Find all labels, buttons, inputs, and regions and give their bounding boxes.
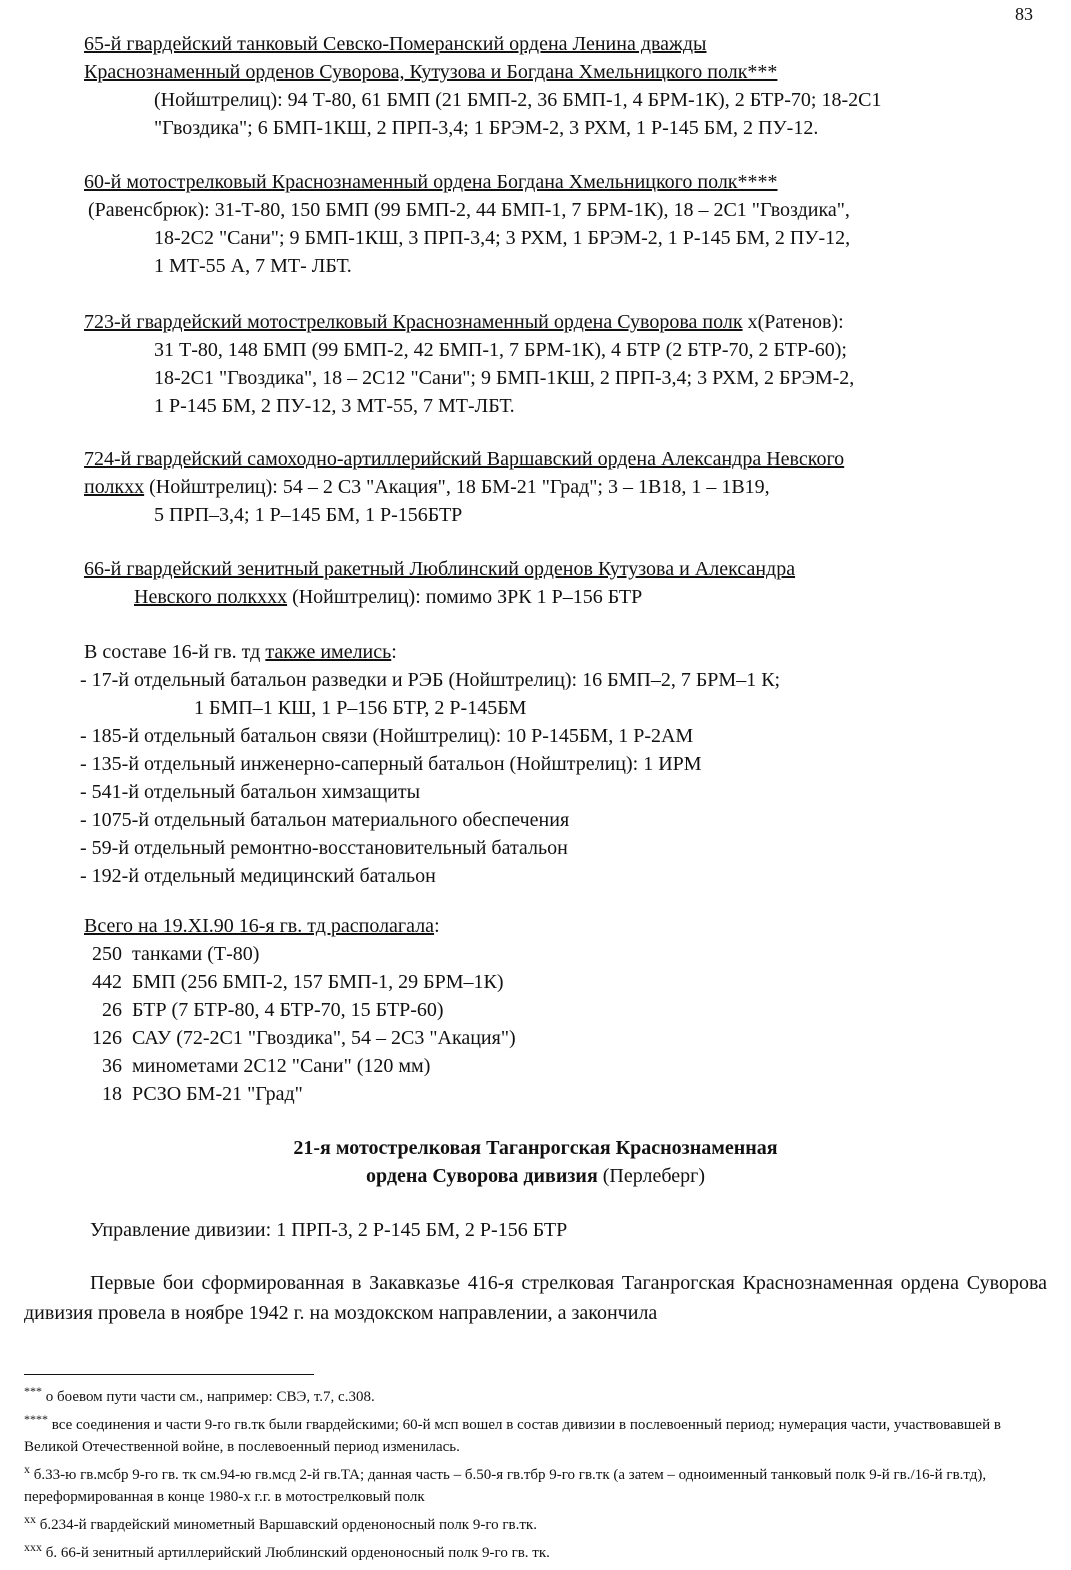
regiment-details: 18-2С2 "Сани"; 9 БМП-1КШ, 3 ПРП-3,4; 3 РХМ, 1 БРЭМ-2, 1 Р-145 БМ, 2 ПУ-12, — [154, 227, 851, 249]
regiment-title: 723-й гвардейский мотострелковый Краснознаменный ордена Суворова полк — [84, 311, 743, 333]
regiment-66-block — [84, 555, 1041, 611]
unit-item: 1 БМП–1 КШ, 1 Р–156 БТР, 2 Р-145БМ — [194, 697, 527, 719]
totals-row: 18 РСЗО БМ-21 "Град" — [102, 1083, 303, 1105]
regiment-title: полкxx — [84, 476, 145, 498]
division-title: 21-я мотострелковая Таганрогская Краснознаменная — [293, 1137, 778, 1159]
unit-item: - 59-й отдельный ремонтно-восстановительный батальон — [80, 837, 568, 859]
regiment-location: x(Ратенов): — [747, 311, 844, 333]
footnote: $^x$ б.33-ю гв.мсбр 9-го гв. тк см.94-ю гв.мсд 2-й гв.ТА; данная часть – б.50-я гв.тбр 9-го гв.тк (а затем – одноименный танковый полк 9-й гв./16-й гв.тд), переформированная в конце 1980-х г.г. в мотострелковый полк — [24, 1462, 987, 1505]
footnotes — [24, 1380, 1047, 1564]
footnote: $^{xx}$ б.234-й гвардейский минометный Варшавский орденоносный полк 9-го гв.тк. — [24, 1512, 537, 1533]
regiment-724-block — [84, 445, 1041, 529]
division-management: Управление дивизии: 1 ПРП-3, 2 Р-145 БМ, 2 Р-156 БТР — [90, 1219, 568, 1241]
regiment-details: (Равенсбрюк): 31-Т-80, 150 БМП (99 БМП-2, 44 БМП-1, 7 БРМ-1К), 18 – 2С1 "Гвоздика", — [88, 199, 850, 221]
footnote-divider — [24, 1374, 314, 1375]
regiment-details: 18-2С1 "Гвоздика", 18 – 2С12 "Сани"; 9 БМП-1КШ, 2 ПРП-3,4; 3 РХМ, 2 БРЭМ-2, — [154, 367, 855, 389]
unit-item: - 192-й отдельный медицинский батальон — [80, 865, 436, 887]
regiment-details: (Нойштрелиц): помимо ЗРК 1 Р–156 БТР — [287, 586, 643, 608]
totals-row: 250 танками (Т-80) — [92, 943, 260, 965]
regiment-title: 66-й гвардейский зенитный ракетный Люблинский орденов Кутузова и Александра — [84, 558, 796, 580]
regiment-title: Краснознаменный орденов Суворова, Кутузова и Богдана Хмельницкого полк*** — [84, 61, 778, 83]
regiment-60-block — [84, 168, 1041, 280]
regiment-title: Невского полкxxx — [134, 586, 288, 608]
totals-row: 36 минометами 2С12 "Сани" (120 мм) — [102, 1055, 431, 1077]
regiment-723-block — [84, 308, 1041, 420]
regiment-details: 5 ПРП–3,4; 1 Р–145 БМ, 1 Р-156БТР — [154, 504, 463, 526]
unit-item: - 135-й отдельный инженерно-саперный батальон (Нойштрелиц): 1 ИРМ — [80, 753, 702, 775]
body-paragraph: Первые бои сформированная в Закавказье 416-я стрелковая Таганрогская Краснознаменная ордена Суворова дивизия провела в ноябре 1942 г. на моздокском направлении, а закончила — [24, 1272, 1047, 1324]
regiment-details: "Гвоздика"; 6 БМП-1КШ, 2 ПРП-3,4; 1 БРЭМ-2, 3 РХМ, 1 Р-145 БМ, 2 ПУ-12. — [154, 117, 819, 139]
regiment-details: 1 Р-145 БМ, 2 ПУ-12, 3 МТ-55, 7 МТ-ЛБТ. — [154, 395, 515, 417]
regiment-details: (Нойштрелиц): 54 – 2 С3 "Акация", 18 БМ-21 "Град"; 3 – 1В18, 1 – 1В19, — [144, 476, 770, 498]
totals-block: Всего на 19.XI.90 16-я гв. тд располагала: 250 танками (Т-80) 442 БМП (256 БМП-2, 157 БМП-1, 29 БРМ–1К) 26 БТР (7 БТР-80, 4 БТР-70, 15 БТР-60) 126 САУ (72-2С1 "Гвоздика", 54 – 2С3 "Акация") 36 минометами 2С12 "Сани" (120 мм) 18 РСЗО БМ-21 "Град" — [84, 912, 1041, 1108]
also-included-block: В составе 16-й гв. тд также имелись: - 17-й отдельный батальон разведки и РЭБ (Нойштрелиц): 16 БМП–2, 7 БРМ–1 К; 1 БМП–1 КШ, 1 Р–156 БТР, 2 Р-145БМ - 185-й отдельный батальон связи (Нойштрелиц): 10 Р-145БМ, 1 Р-2АМ - 135-й отдельный инженерно-саперный батальон (Нойштрелиц): 1 ИРМ - 541-й отдельный батальон химзащиты - 1075-й отдельный батальон материального обеспечения - 59-й отдельный ремонтно-восстановительный батальон - 192-й отдельный медицинский батальон — [84, 638, 1041, 890]
regiment-details: (Нойштрелиц): 94 Т-80, 61 БМП (21 БМП-2, 36 БМП-1, 4 БРМ-1К), 2 БТР-70; 18-2С1 — [154, 89, 882, 111]
unit-item: - 1075-й отдельный батальон материального обеспечения — [80, 809, 570, 831]
footnote: $^{xxx}$ б. 66-й зенитный артиллерийский Люблинский орденоносный полк 9-го гв. тк. — [24, 1540, 550, 1561]
regiment-details: 31 Т-80, 148 БМП (99 БМП-2, 42 БМП-1, 7 БРМ-1К), 4 БТР (2 БТР-70, 2 БТР-60); — [154, 339, 847, 361]
regiment-title: 724-й гвардейский самоходно-артиллерийский Варшавский ордена Александра Невского — [84, 448, 845, 470]
regiment-65-block — [84, 30, 1041, 142]
unit-item: - 185-й отдельный батальон связи (Нойштрелиц): 10 Р-145БМ, 1 Р-2АМ — [80, 725, 694, 747]
page-number: 83 — [1015, 4, 1033, 24]
totals-row: 126 САУ (72-2С1 "Гвоздика", 54 – 2С3 "Акация") — [92, 1027, 516, 1049]
totals-heading: Всего на 19.XI.90 16-я гв. тд располагала — [84, 915, 435, 937]
unit-item: - 17-й отдельный батальон разведки и РЭБ (Нойштрелиц): 16 БМП–2, 7 БРМ–1 К; — [80, 669, 781, 691]
footnote: **** все соединения и части 9-го гв.тк были гвардейскими; 60-й мсп вошел в состав дивизии в послевоенный период; нумерация части, участвовавшей в Великой Отечественной войне, в послевоенный период изменилась. — [24, 1412, 1001, 1455]
unit-item: - 541-й отдельный батальон химзащиты — [80, 781, 421, 803]
division-title-line2: ордена Суворова дивизия (Перлеберг) — [366, 1165, 705, 1187]
totals-row: 442 БМП (256 БМП-2, 157 БМП-1, 29 БРМ–1К) — [92, 971, 504, 993]
also-intro-underlined: также имелись — [265, 641, 392, 663]
also-intro: В составе 16-й гв. тд — [84, 641, 266, 663]
regiment-title: 60-й мотострелковый Краснознаменный ордена Богдана Хмельницкого полк**** — [84, 171, 778, 193]
footnote: *** о боевом пути части см., например: СВЭ, т.7, с.308. — [24, 1384, 375, 1405]
totals-row: 26 БТР (7 БТР-80, 4 БТР-70, 15 БТР-60) — [102, 999, 444, 1021]
regiment-details: 1 МТ-55 А, 7 МТ- ЛБТ. — [154, 255, 352, 277]
regiment-title: 65-й гвардейский танковый Севско-Померанский ордена Ленина дважды — [84, 33, 707, 55]
division-place: (Перлеберг) — [597, 1165, 705, 1187]
